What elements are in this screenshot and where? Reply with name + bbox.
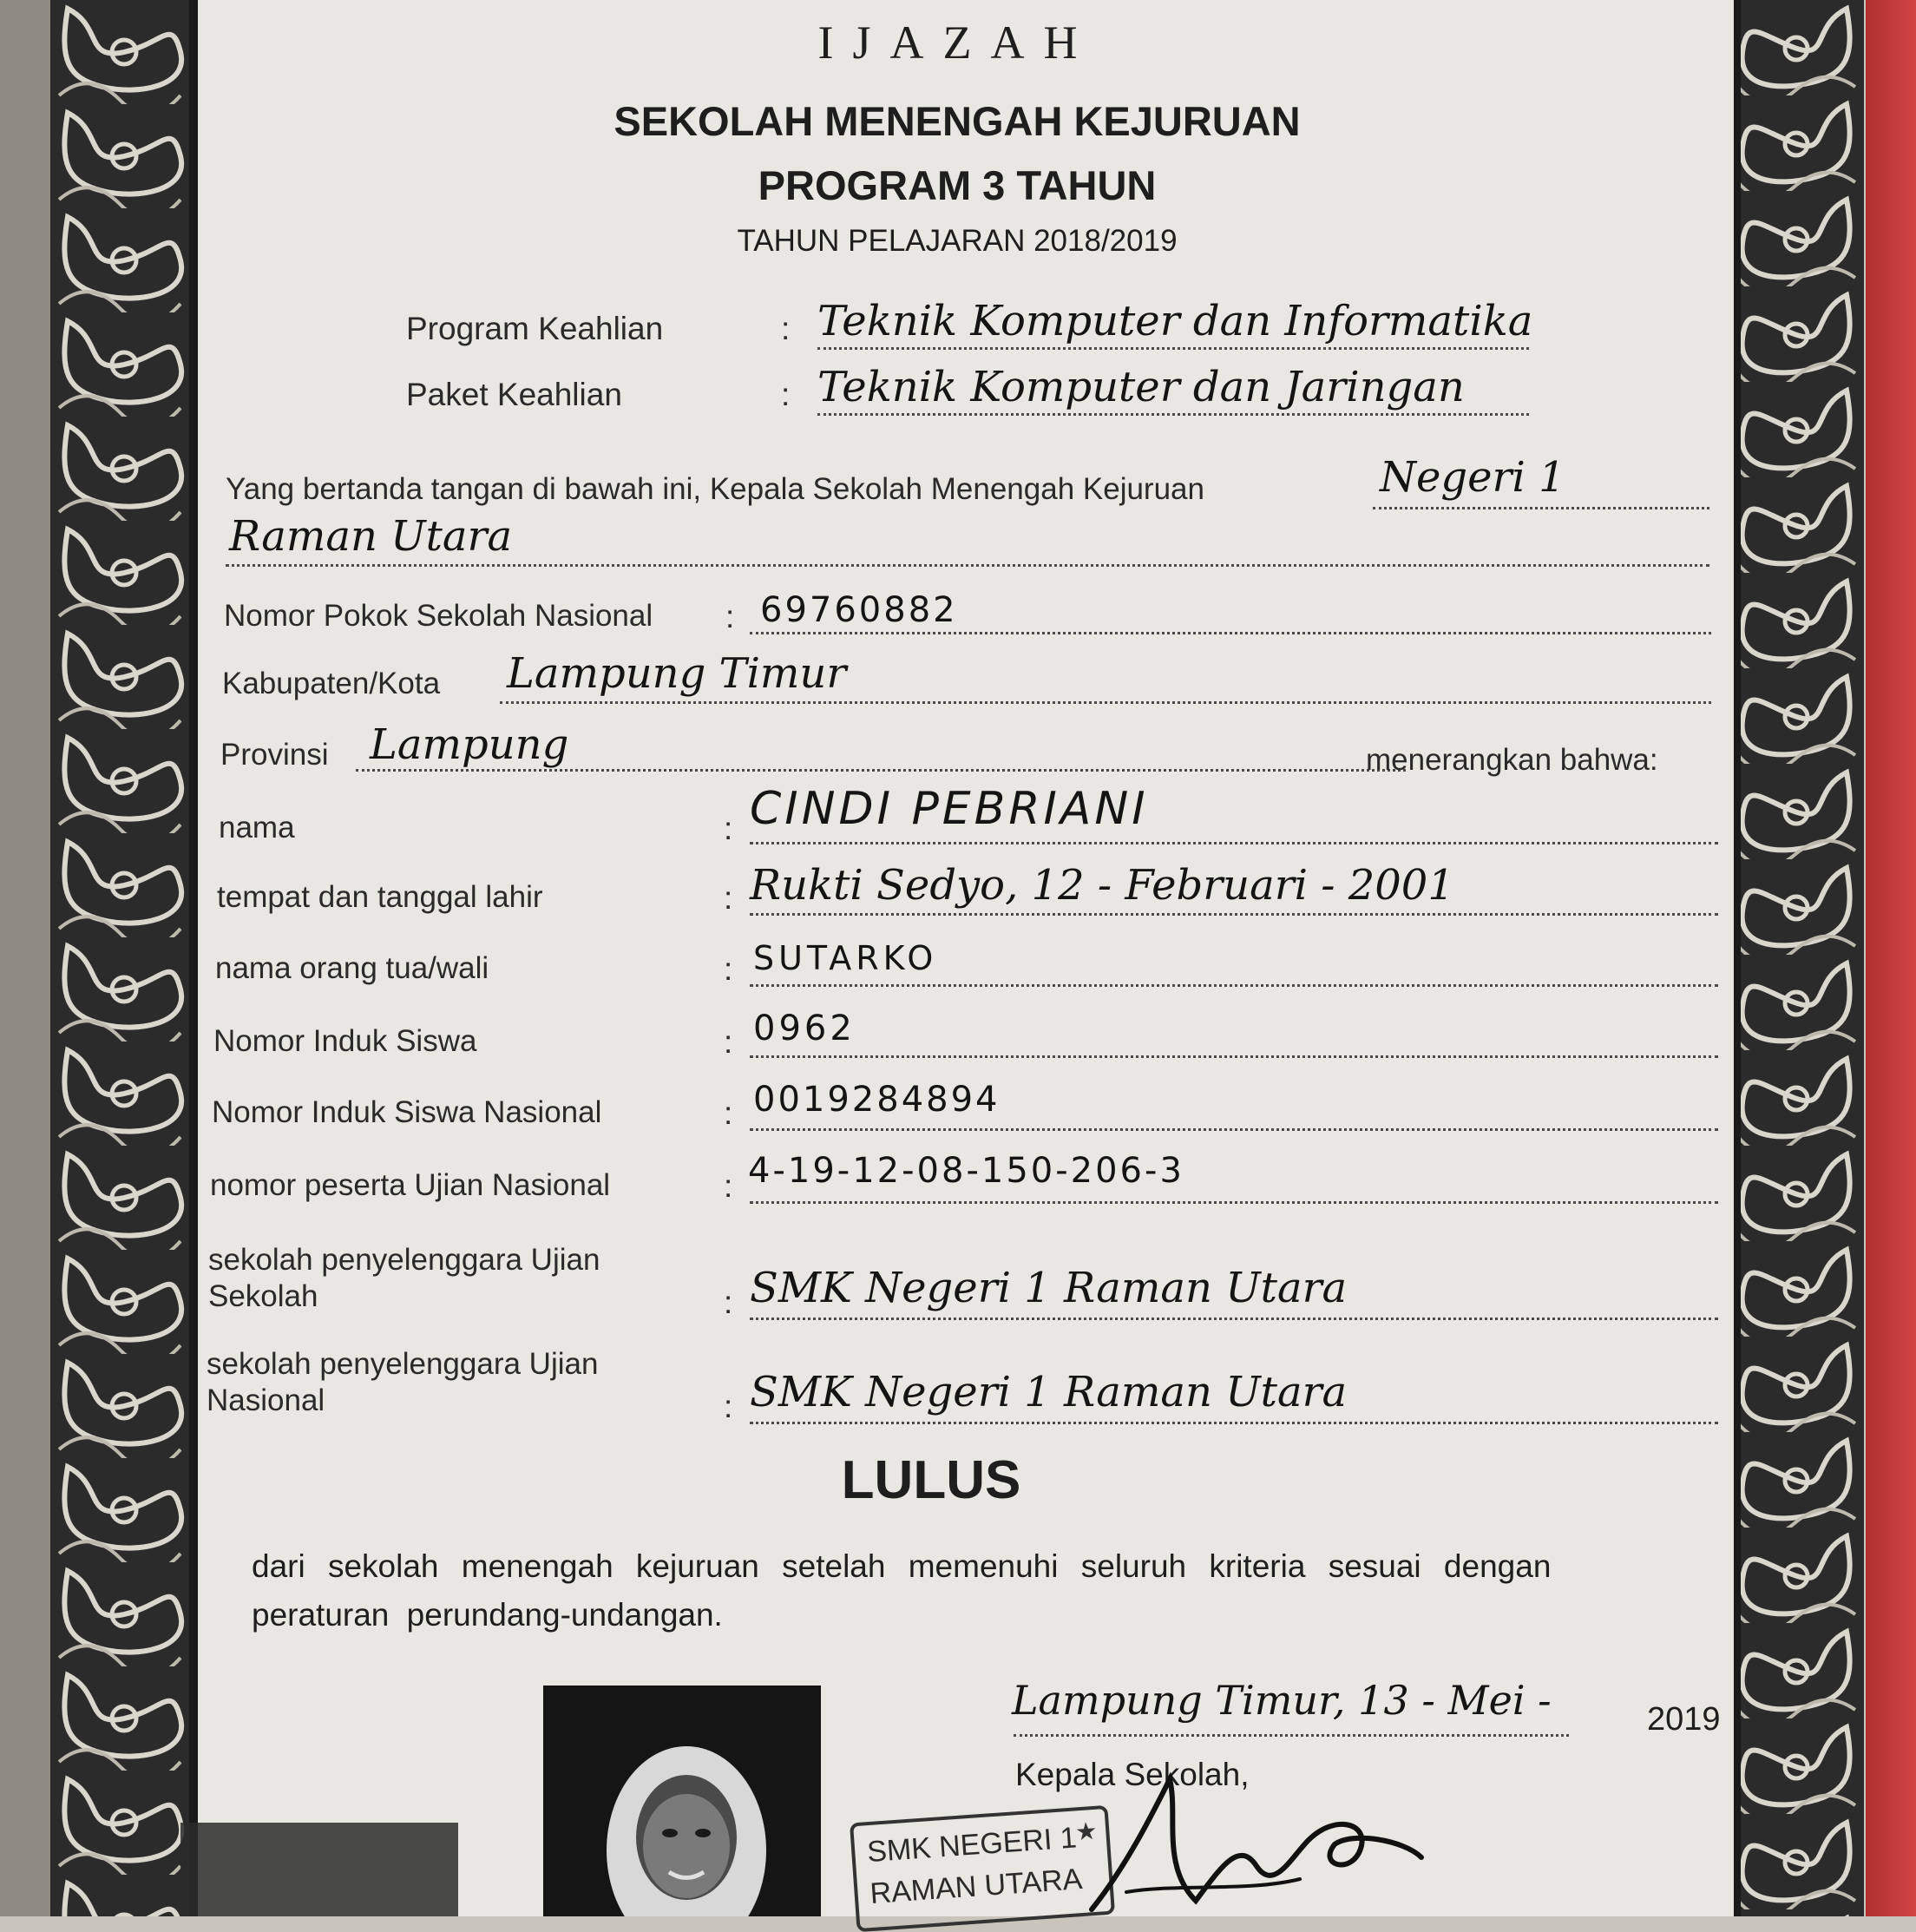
dotted-line: [750, 632, 1711, 634]
background-red-edge: [1866, 0, 1916, 1916]
dotted-line: [750, 1422, 1718, 1424]
dotted-line: [750, 913, 1718, 916]
dotted-line: [750, 1201, 1718, 1204]
birth-label: tempat dan tanggal lahir: [217, 880, 543, 914]
stamp-line2: RAMAN UTARA: [869, 1863, 1084, 1911]
dotted-line: [817, 347, 1529, 350]
colon: :: [724, 951, 733, 987]
exam-number-value: 4-19-12-08-150-206-3: [748, 1151, 1184, 1191]
dotted-line: [750, 1055, 1718, 1058]
nis-label: Nomor Induk Siswa: [213, 1024, 477, 1058]
school-type-heading: SEKOLAH MENENGAH KEJURUAN: [614, 98, 1301, 144]
regency-value: Lampung Timur: [507, 649, 847, 698]
npsn-value: 69760882: [760, 590, 958, 630]
province-value: Lampung: [370, 720, 569, 769]
dotted-line: [750, 984, 1718, 987]
dotted-line: [1014, 1734, 1569, 1737]
academic-year: TAHUN PELAJARAN 2018/2019: [737, 224, 1178, 258]
nis-value: 0962: [753, 1009, 856, 1048]
right-ornamental-border: [1734, 0, 1864, 1916]
national-exam-label-line2: Nasional: [207, 1383, 325, 1417]
statement-intro: Yang bertanda tangan di bawah ini, Kepala Sekolah Menengah Kejuruan: [226, 472, 1204, 506]
school-exam-label-line2: Sekolah: [208, 1279, 318, 1313]
dotted-line: [1373, 507, 1709, 509]
package-value: Teknik Komputer dan Jaringan: [817, 363, 1465, 411]
school-name-part2: Raman Utara: [229, 512, 513, 561]
colon: :: [724, 1095, 733, 1131]
graduation-status: LULUS: [841, 1450, 1021, 1510]
colon: :: [724, 880, 733, 916]
school-exam-label-line1: sekolah penyelenggara Ujian: [208, 1243, 600, 1277]
colon: :: [725, 599, 735, 634]
principal-signature: [1074, 1762, 1439, 1916]
colon: :: [781, 377, 791, 412]
name-value: CINDI PEBRIANI: [750, 783, 1149, 835]
national-exam-value: SMK Negeri 1 Raman Utara: [750, 1368, 1348, 1416]
stamp-line1: SMK NEGERI 1: [866, 1821, 1078, 1870]
left-ornamental-border: [50, 0, 198, 1916]
regency-label: Kabupaten/Kota: [222, 667, 441, 700]
closing-text-line2: peraturan perundang-undangan.: [252, 1597, 723, 1633]
colon: :: [724, 1168, 733, 1204]
npsn-label: Nomor Pokok Sekolah Nasional: [224, 599, 653, 633]
nisn-label: Nomor Induk Siswa Nasional: [212, 1095, 602, 1129]
principal-title: Kepala Sekolah,: [1015, 1757, 1250, 1792]
dotted-line: [226, 564, 1709, 567]
declares-text: [1366, 743, 1658, 778]
school-exam-value: SMK Negeri 1 Raman Utara: [750, 1264, 1348, 1312]
parent-label: nama orang tua/wali: [215, 951, 489, 985]
dotted-line: [356, 769, 1406, 772]
name-label: nama: [219, 811, 295, 844]
program-years-heading: PROGRAM 3 TAHUN: [758, 162, 1157, 208]
dotted-line: [750, 1318, 1718, 1320]
nisn-value: 0019284894: [753, 1080, 1001, 1120]
colon: :: [724, 1024, 733, 1060]
colon: :: [724, 811, 733, 846]
document-title: IJAZAH: [817, 16, 1097, 69]
student-photo: [543, 1686, 821, 1916]
colon: :: [724, 1389, 733, 1424]
colon: :: [724, 1285, 733, 1320]
package-label: Paket Keahlian: [406, 377, 622, 412]
province-label: Provinsi: [220, 738, 329, 772]
dotted-line: [750, 842, 1718, 844]
program-label: Program Keahlian: [406, 311, 664, 346]
dotted-line: [817, 413, 1529, 416]
dotted-line: [750, 1128, 1718, 1131]
star-icon: ★: [1074, 1817, 1099, 1846]
parent-value: SUTARKO: [753, 939, 938, 977]
program-value: Teknik Komputer dan Informatika: [817, 297, 1533, 345]
certificate-paper: [50, 0, 1864, 1916]
birth-value: Rukti Sedyo, 12 - Februari - 2001: [750, 861, 1454, 910]
bottom-corner-ornament: [180, 1823, 458, 1916]
dotted-line: [500, 701, 1711, 704]
school-name-part1: Negeri 1: [1380, 453, 1565, 502]
signing-year: 2019: [1647, 1701, 1721, 1738]
exam-number-label: nomor peserta Ujian Nasional: [210, 1168, 611, 1202]
declares-label: menerangkan bahwa: [1366, 743, 1650, 777]
colon: :: [1649, 743, 1658, 777]
colon: :: [781, 311, 791, 346]
closing-text-line1: dari sekolah menengah kejuruan setelah memenuhi seluruh kriteria sesuai dengan: [252, 1548, 1552, 1584]
national-exam-label-line1: sekolah penyelenggara Ujian: [207, 1347, 599, 1381]
place-date: Lampung Timur, 13 - Mei -: [1012, 1677, 1552, 1724]
